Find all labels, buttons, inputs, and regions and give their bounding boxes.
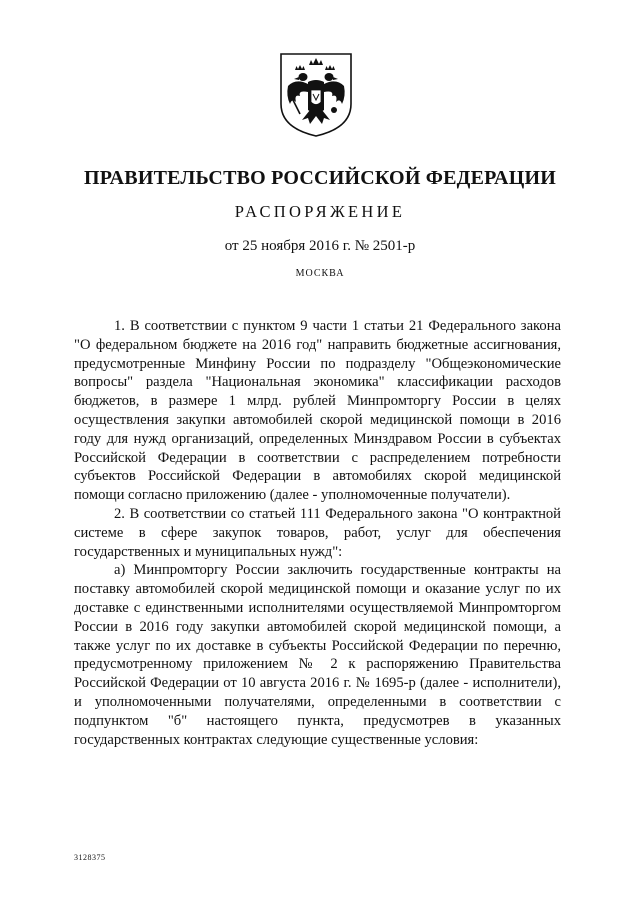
- city-name: МОСКВА: [295, 268, 345, 279]
- document-date: от 25 ноября 2016 г. № 2501-р: [224, 238, 416, 254]
- government-title: ПРАВИТЕЛЬСТВО РОССИЙСКОЙ ФЕДЕРАЦИИ: [84, 167, 556, 189]
- document-type: РАСПОРЯЖЕНИЕ: [234, 202, 406, 221]
- paragraph-2a: а) Минпромторгу России заключить государственные контракты на поставку автомобилей скорой медицинской помощи и оказание услуг по их доставке с единственными исполнителями осуществляемой Минпромторгом России в 2016 году закупки автомобилей скорой медицинской помощи, а также услуг по их доставке в субъекты Российской Федерации по перечню, предусмотренному приложением № 2 к распоряжению Правительства Российской Федерации от 10 августа 2016 г. № 1695-р (далее - исполнители), и уполномоченными получателями, определенными в соответствии с подпунктом "б" настоящего пункта, предусмотрев в указанных государственных контрактах следующие существенные условия:: [74, 562, 561, 748]
- coat-of-arms-icon: [278, 52, 354, 138]
- paragraph-1: 1. В соответствии с пунктом 9 части 1 статьи 21 Федерального закона "О федеральном бюджете на 2016 год" направить бюджетные ассигнования, предусмотренные Минфину России по подразделу "Общеэкономические вопросы" раздела "Национальная экономика" классификации расходов бюджетов, в размере 1 млрд. рублей Минпромторгу России в целях осуществления закупки автомобилей скорой медицинской помощи в 2016 году для нужд организаций, определенных Минздравом России в субъектах Российской Федерации в соответствии с распределением потребности субъектов Российской Федерации в автомобилях скорой медицинской помощи согласно приложению (далее - уполномоченные получатели).: [74, 318, 561, 504]
- paragraph-2: 2. В соответствии со статьей 111 Федерального закона "О контрактной системе в сфере закупок товаров, работ, услуг для обеспечения государственных и муниципальных нужд":: [74, 505, 561, 560]
- document-body: [74, 317, 561, 749]
- document-number: 3128375: [74, 853, 106, 862]
